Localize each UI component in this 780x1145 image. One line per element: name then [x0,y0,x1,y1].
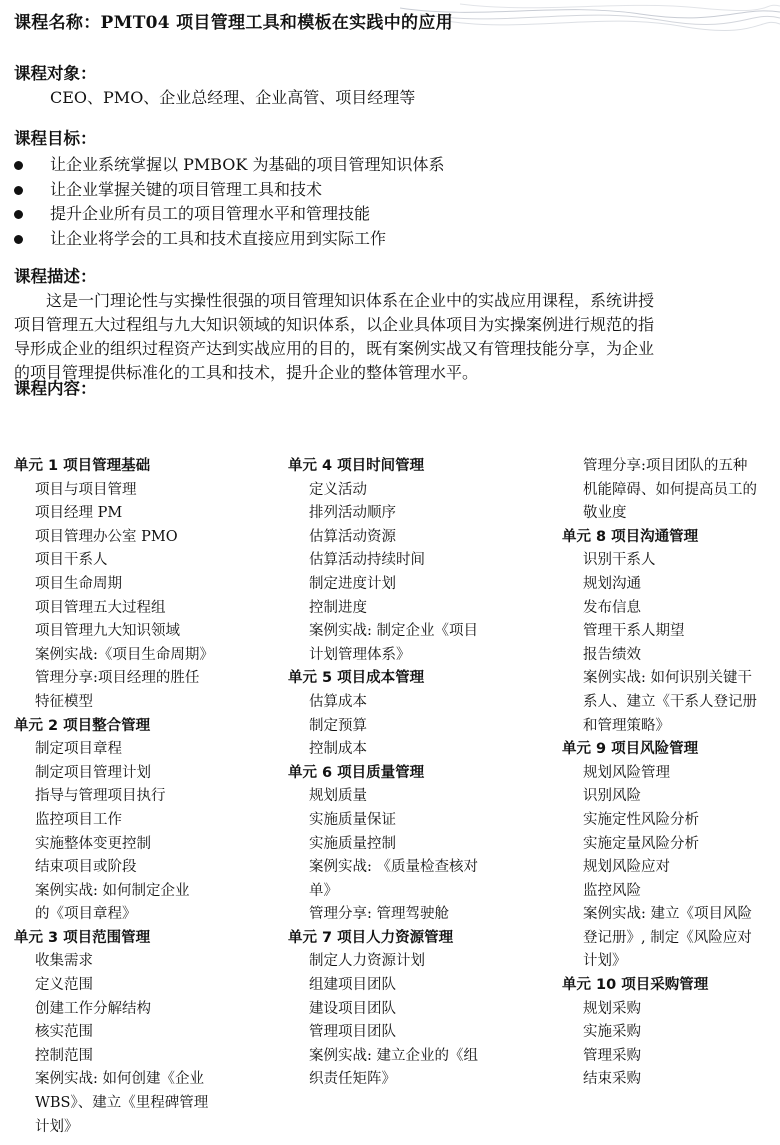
unit-topic: 建设项目团队 [309,1000,396,1017]
bullet-icon [14,161,23,170]
goals-list [14,153,766,251]
unit-topic: 结束项目或阶段 [35,859,137,876]
content-heading: 课程内容： [14,379,97,398]
unit-topic: 识别风险 [583,788,641,805]
unit-topic: 项目干系人 [35,552,108,569]
content-heading-wrap [14,375,766,399]
unit-topic: 机能障碍、如何提高员工的 [583,481,757,498]
unit-topic: 估算活动持续时间 [309,552,425,569]
unit-topic: 案例实战:《项目生命周期》 [35,646,214,663]
goal-item [14,227,766,252]
unit-topic: 监控项目工作 [35,811,122,828]
audience-text: CEO、PMO、企业总经理、企业高管、项目经理等 [50,88,416,107]
unit-topic: 结束采购 [583,1071,641,1088]
description-section [14,263,766,385]
unit-topic: 计划》 [35,1118,79,1135]
unit-heading: 单元 1 项目管理基础 [14,458,151,474]
goal-item [14,202,766,227]
goal-item [14,178,766,203]
course-name: PMT04 项目管理工具和模板在实践中的应用 [100,13,453,33]
goals-heading: 课程目标： [14,129,97,148]
unit-heading: 单元 6 项目质量管理 [288,764,425,781]
description-heading: 课程描述： [14,267,97,286]
bullet-icon [14,186,23,195]
unit-topic: 组建项目团队 [309,977,396,994]
unit-topic: 案例实战: 《质量检查核对 [309,859,478,876]
unit-topic: 定义活动 [309,481,367,498]
unit-topic: 制定进度计划 [309,575,396,592]
content-column-2 [288,455,510,1092]
unit-heading: 单元 5 项目成本管理 [288,670,425,687]
course-content-columns [14,455,774,1145]
unit-topic: 单》 [309,882,338,899]
unit-topic: 案例实战: 制定企业《项目 [309,623,478,640]
unit-topic: 案例实战: 如何创建《企业 [35,1071,204,1088]
unit-topic: 报告绩效 [583,646,641,663]
unit-topic: 敬业度 [583,505,627,522]
unit-topic: 系人、建立《干系人登记册 [583,693,757,710]
unit-topic: 规划沟通 [583,575,641,592]
bullet-icon [14,235,23,244]
unit-topic: 规划质量 [309,788,367,805]
unit-topic: 案例实战: 如何制定企业 [35,882,190,899]
unit-topic: 制定项目管理计划 [35,764,151,781]
unit-topic: 制定人力资源计划 [309,953,425,970]
goal-text: 提升企业所有员工的项目管理水平和管理技能 [50,204,371,223]
goal-item [14,153,766,178]
unit-topic: 案例实战: 建立企业的《组 [309,1047,478,1064]
description-line: 导形成企业的组织过程资产达到实战应用的目的，既有案例实战又有管理技能分享，为企业 [14,339,655,358]
unit-topic: 项目经理 PM [35,505,123,522]
unit-topic: 项目生命周期 [35,575,122,592]
goal-text: 让企业系统掌握以 PMBOK 为基础的项目管理知识体系 [50,155,445,174]
unit-topic: 实施整体变更控制 [35,835,151,852]
unit-topic: 制定预算 [309,717,367,734]
unit-topic: 管理项目团队 [309,1024,396,1041]
bullet-icon [14,210,23,219]
course-name-label: 课程名称： [14,13,101,33]
unit-topic: 识别干系人 [583,552,656,569]
unit-heading: 单元 3 项目范围管理 [14,929,151,946]
unit-topic: 实施定性风险分析 [583,811,699,828]
unit-topic: 管理分享:项目经理的胜任 [35,670,200,687]
unit-topic: 项目管理九大知识领域 [35,623,180,640]
unit-topic: 和管理策略》 [583,717,670,734]
course-title [14,8,766,33]
content-column-1 [14,455,234,1139]
unit-topic: 规划风险应对 [583,859,670,876]
unit-topic: 登记册》, 制定《风险应对 [583,929,752,946]
unit-topic: 监控风险 [583,882,641,899]
unit-topic: 项目管理办公室 PMO [35,528,178,545]
unit-topic: 实施质量控制 [309,835,396,852]
unit-topic: 估算成本 [309,693,367,710]
unit-topic: 实施采购 [583,1024,641,1041]
audience-section [14,60,766,110]
unit-topic: 织责任矩阵》 [309,1071,396,1088]
goal-text: 让企业掌握关键的项目管理工具和技术 [50,179,323,199]
unit-topic: 管理采购 [583,1047,641,1064]
description-line: 这是一门理论性与实操性很强的项目管理知识体系在企业中的实战应用课程，系统讲授 [46,291,655,310]
unit-topic: 控制范围 [35,1047,93,1064]
unit-topic: 实施质量保证 [309,811,396,828]
unit-topic: 项目与项目管理 [35,481,137,498]
unit-topic: 实施定量风险分析 [583,835,699,852]
unit-topic: 发布信息 [583,599,641,616]
unit-topic: 收集需求 [35,953,93,970]
unit-topic: 指导与管理项目执行 [35,788,166,805]
unit-topic: 规划风险管理 [583,764,670,781]
unit-topic: 管理分享:项目团队的五种 [583,458,748,474]
unit-topic: 控制成本 [309,741,367,758]
unit-heading: 单元 9 项目风险管理 [562,741,699,758]
goal-text: 让企业将学会的工具和技术直接应用到实际工作 [50,228,387,248]
description-text [14,289,766,385]
unit-topic: 控制进度 [309,599,367,616]
unit-heading: 单元 10 项目采购管理 [562,977,709,994]
unit-topic: 估算活动资源 [309,528,396,545]
description-line: 的项目管理提供标准化的工具和技术，提升企业的整体管理水平。 [14,363,479,382]
unit-topic: 排列活动顺序 [309,505,396,522]
content-column-3 [562,455,774,1092]
unit-topic: 案例实战: 如何识别关键干 [583,670,752,687]
unit-topic: 规划采购 [583,1000,641,1017]
unit-topic: 计划》 [583,953,627,970]
unit-topic: 定义范围 [35,977,93,994]
goals-section [14,125,766,251]
unit-topic: 核实范围 [35,1024,93,1041]
unit-topic: 管理分享: 管理驾驶舱 [309,906,449,923]
unit-topic: 特征模型 [35,693,93,710]
audience-heading: 课程对象： [14,64,97,83]
unit-heading: 单元 2 项目整合管理 [14,717,151,734]
unit-heading: 单元 7 项目人力资源管理 [288,929,454,946]
unit-topic: 管理干系人期望 [583,623,685,640]
unit-topic: WBS》、建立《里程碑管理 [35,1095,209,1112]
description-line: 项目管理五大过程组与九大知识领域的知识体系，以企业具体项目为实操案例进行规范的指 [14,315,655,334]
unit-topic: 计划管理体系》 [309,646,411,663]
unit-topic: 项目管理五大过程组 [35,599,166,616]
unit-topic: 案例实战: 建立《项目风险 [583,906,752,923]
unit-topic: 创建工作分解结构 [35,1000,151,1017]
unit-heading: 单元 8 项目沟通管理 [562,528,699,545]
unit-topic: 的《项目章程》 [35,906,137,923]
unit-topic: 制定项目章程 [35,741,122,758]
unit-heading: 单元 4 项目时间管理 [288,458,425,474]
